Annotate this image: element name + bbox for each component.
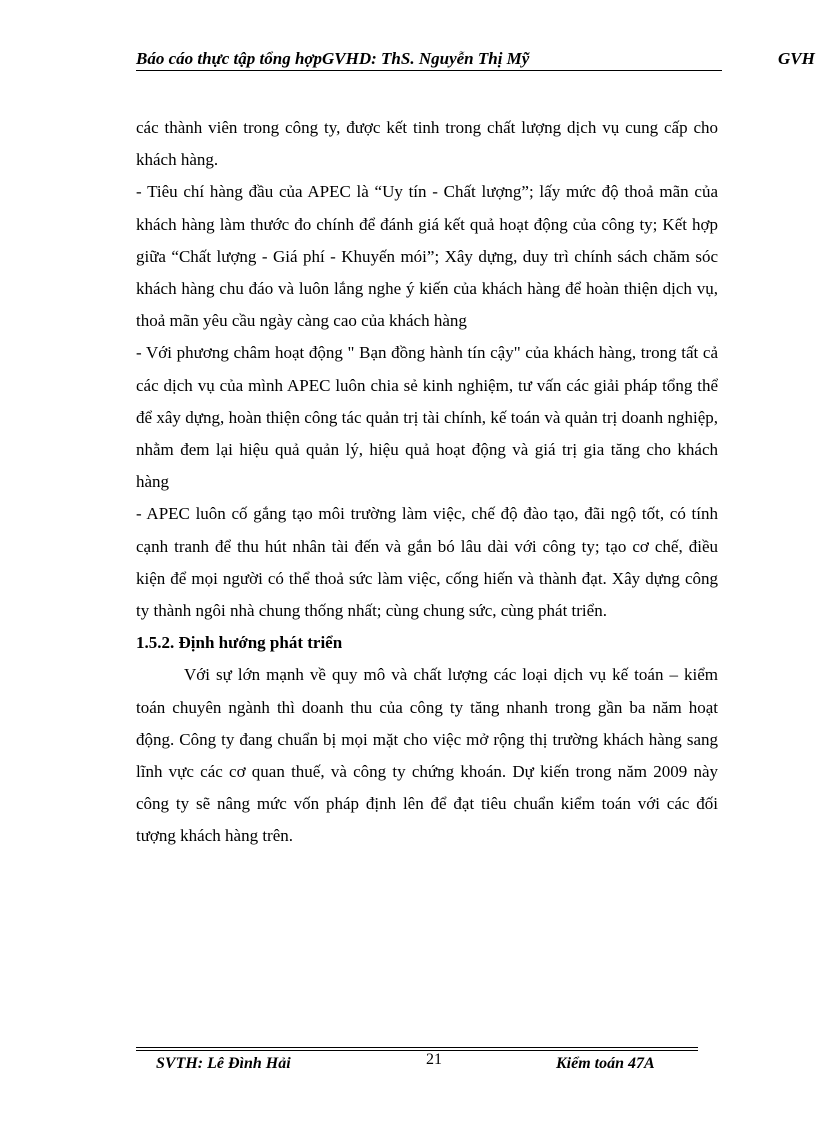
footer-class-name: Kiểm toán 47A (556, 1055, 655, 1072)
header-title: Báo cáo thực tập tổng hợpGVHD: ThS. Nguyễn Thị Mỹ (136, 49, 530, 68)
header-overflow-text: GVH (778, 49, 815, 68)
footer-divider-top (136, 1047, 698, 1048)
body-content (136, 112, 718, 853)
body-paragraph: - Tiêu chí hàng đầu của APEC là “Uy tín - Chất lượng”; lấy mức độ thoả mãn của khách hàng làm thước đo chính để đánh giá kết quả hoạt động của công ty; Kết hợp giữa “Chất lượng - Giá phí - Khuyến mói”; Xây dựng, duy trì chính sách chăm sóc khách hàng chu đáo và luôn lắng nghe ý kiến của khách hàng để hoàn thiện dịch vụ, thoả mãn yêu cầu ngày càng cao của khách hàng (136, 182, 718, 331)
header-divider (136, 70, 722, 71)
body-paragraph: - Với phương châm hoạt động " Bạn đồng hành tín cậy" của khách hàng, trong tất cả các dịch vụ của mình APEC luôn chia sẻ kinh nghiệm, tư vấn các giải pháp tổng thể để xây dựng, hoàn thiện công tác quản trị tài chính, kế toán và quản trị doanh nghiệp, nhằm đem lại hiệu quả quản lý, hiệu quả hoạt động và giá trị gia tăng cho khách hàng (136, 343, 718, 492)
body-paragraph: - APEC luôn cố gắng tạo môi trường làm việc, chế độ đào tạo, đãi ngộ tốt, có tính cạnh tranh để thu hút nhân tài đến và gắn bó lâu dài với công ty; tạo cơ chế, điều kiện để mọi người có thể thoả sức làm việc, cống hiến và thành đạt. Xây dựng công ty thành ngôi nhà chung thống nhất; cùng chung sức, cùng phát triển. (136, 504, 718, 621)
body-paragraph: các thành viên trong công ty, được kết tinh trong chất lượng dịch vụ cung cấp cho khách hàng. (136, 118, 718, 170)
footer-divider-bottom (136, 1050, 698, 1051)
footer-student: SVTH: Lê Đình Hải (156, 1055, 291, 1072)
page-header (0, 0, 816, 80)
page-number: 21 (426, 1051, 442, 1068)
section-paragraph: Với sự lớn mạnh về quy mô và chất lượng các loại dịch vụ kế toán – kiểm toán chuyên ngành thì doanh thu của công ty tăng nhanh trong gần ba năm hoạt động. Công ty đang chuẩn bị mọi mặt cho việc mở rộng thị trường khách hàng sang lĩnh vực các cơ quan thuế, và công ty chứng khoán. Dự kiến trong năm 2009 này công ty sẽ nâng mức vốn pháp định lên để đạt tiêu chuẩn kiểm toán với các đối tượng khách hàng trên. (136, 665, 718, 846)
section-heading: 1.5.2. Định hướng phát triển (136, 633, 343, 653)
